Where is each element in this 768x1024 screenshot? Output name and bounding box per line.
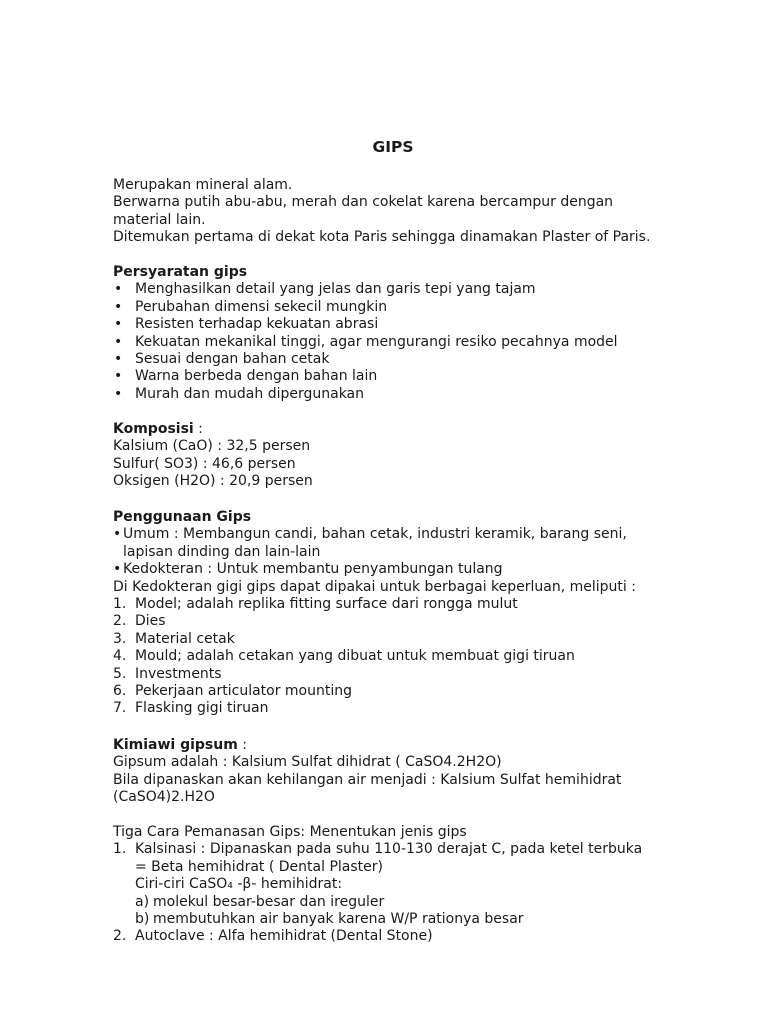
list-item: 1. Kalsinasi : Dipanaskan pada suhu 110-130 derajat C, pada ketel terbuka = Beta hemihidrat ( Dental Plaster) Ciri-ciri CaSO₄ -β- hemihidrat: a) molekul besar-besar dan ireguler b) membutuhkan air banyak karena W/P rationya besar: [113, 841, 673, 928]
kimiawi-section: [113, 737, 673, 807]
intro-line: Ditemukan pertama di dekat kota Paris sehingga dinamakan Plaster of Paris.: [113, 229, 651, 246]
komposisi-section: [113, 421, 673, 491]
penggunaan-section: [113, 509, 673, 718]
pemanasan-section: [113, 824, 673, 946]
komposisi-colon: :: [193, 421, 203, 437]
list-item: 7. Flasking gigi tiruan: [113, 700, 269, 717]
kalsinasi-text: Kalsinasi : Dipanaskan pada suhu 110-130 derajat C, pada ketel terbuka = Beta hemihidrat ( Dental Plaster): [135, 841, 643, 875]
list-item: • Kekuatan mekanikal tinggi, agar mengurangi resiko pecahnya model: [113, 334, 673, 351]
persyaratan-heading: Persyaratan gips: [113, 264, 248, 280]
list-item: • Perubahan dimensi sekecil mungkin: [113, 299, 673, 316]
kimiawi-line: Gipsum adalah : Kalsium Sulfat dihidrat ( CaSO4.2H2O): [113, 754, 502, 771]
kimiawi-heading-line: [113, 737, 673, 754]
intro-line: Merupakan mineral alam.: [113, 177, 293, 193]
list-item: • Murah dan mudah dipergunakan: [113, 386, 673, 403]
kimiawi-heading: Kimiawi gipsum: [113, 737, 238, 753]
list-item: 5. Investments: [113, 665, 222, 682]
kimiawi-line: Bila dipanaskan akan kehilangan air menjadi : Kalsium Sulfat hemihidrat (CaSO4)2.H2O: [113, 771, 622, 806]
ciri-ciri-line: Ciri-ciri CaSO₄ -β- hemihidrat:: [135, 876, 343, 893]
list-item: • Warna berbeda dengan bahan lain: [113, 368, 673, 385]
list-item: • Umum : Membangun candi, bahan cetak, industri keramik, barang seni, lapisan dinding dan lain-lain: [113, 526, 673, 561]
list-item: 2. Dies: [113, 613, 166, 630]
komposisi-item: Sulfur( SO3) : 46,6 persen: [113, 455, 296, 472]
list-item: 2. Autoclave : Alfa hemihidrat (Dental Stone): [113, 928, 433, 945]
intro-section: [113, 177, 673, 247]
ciri-ciri-list: [135, 894, 673, 929]
document-title: GIPS: [372, 138, 414, 156]
pemanasan-list: [113, 841, 673, 945]
kedokteran-gigi-intro: Di Kedokteran gigi gips dapat dipakai untuk berbagai keperluan, meliputi :: [113, 578, 636, 595]
persyaratan-list: [113, 281, 673, 403]
list-item: 3. Material cetak: [113, 630, 235, 647]
list-item: 4. Mould; adalah cetakan yang dibuat untuk membuat gigi tiruan: [113, 648, 575, 665]
penggunaan-heading: Penggunaan Gips: [113, 509, 252, 525]
komposisi-item: Kalsium (CaO) : 32,5 persen: [113, 438, 311, 455]
penggunaan-bullets: [113, 526, 673, 578]
list-item: 1. Model; adalah replika fitting surface dari rongga mulut: [113, 596, 518, 613]
list-item: 6. Pekerjaan articulator mounting: [113, 683, 353, 700]
komposisi-heading-line: [113, 421, 673, 438]
pemanasan-intro: Tiga Cara Pemanasan Gips: Menentukan jenis gips: [113, 824, 467, 840]
persyaratan-section: [113, 264, 673, 403]
list-item: a) molekul besar-besar dan ireguler: [135, 893, 385, 910]
list-item: • Sesuai dengan bahan cetak: [113, 351, 673, 368]
list-item: • Menghasilkan detail yang jelas dan garis tepi yang tajam: [113, 281, 673, 298]
list-item: b) membutuhkan air banyak karena W/P rationya besar: [135, 911, 524, 928]
list-item: • Resisten terhadap kekuatan abrasi: [113, 316, 673, 333]
kedokteran-gigi-list: [113, 596, 673, 718]
intro-line: Berwarna putih abu-abu, merah dan cokelat karena bercampur dengan material lain.: [113, 194, 614, 228]
komposisi-heading: Komposisi: [113, 421, 194, 437]
komposisi-item: Oksigen (H2O) : 20,9 persen: [113, 473, 313, 490]
kimiawi-colon: :: [237, 737, 247, 753]
list-item: • Kedokteran : Untuk membantu penyambungan tulang: [113, 561, 673, 578]
